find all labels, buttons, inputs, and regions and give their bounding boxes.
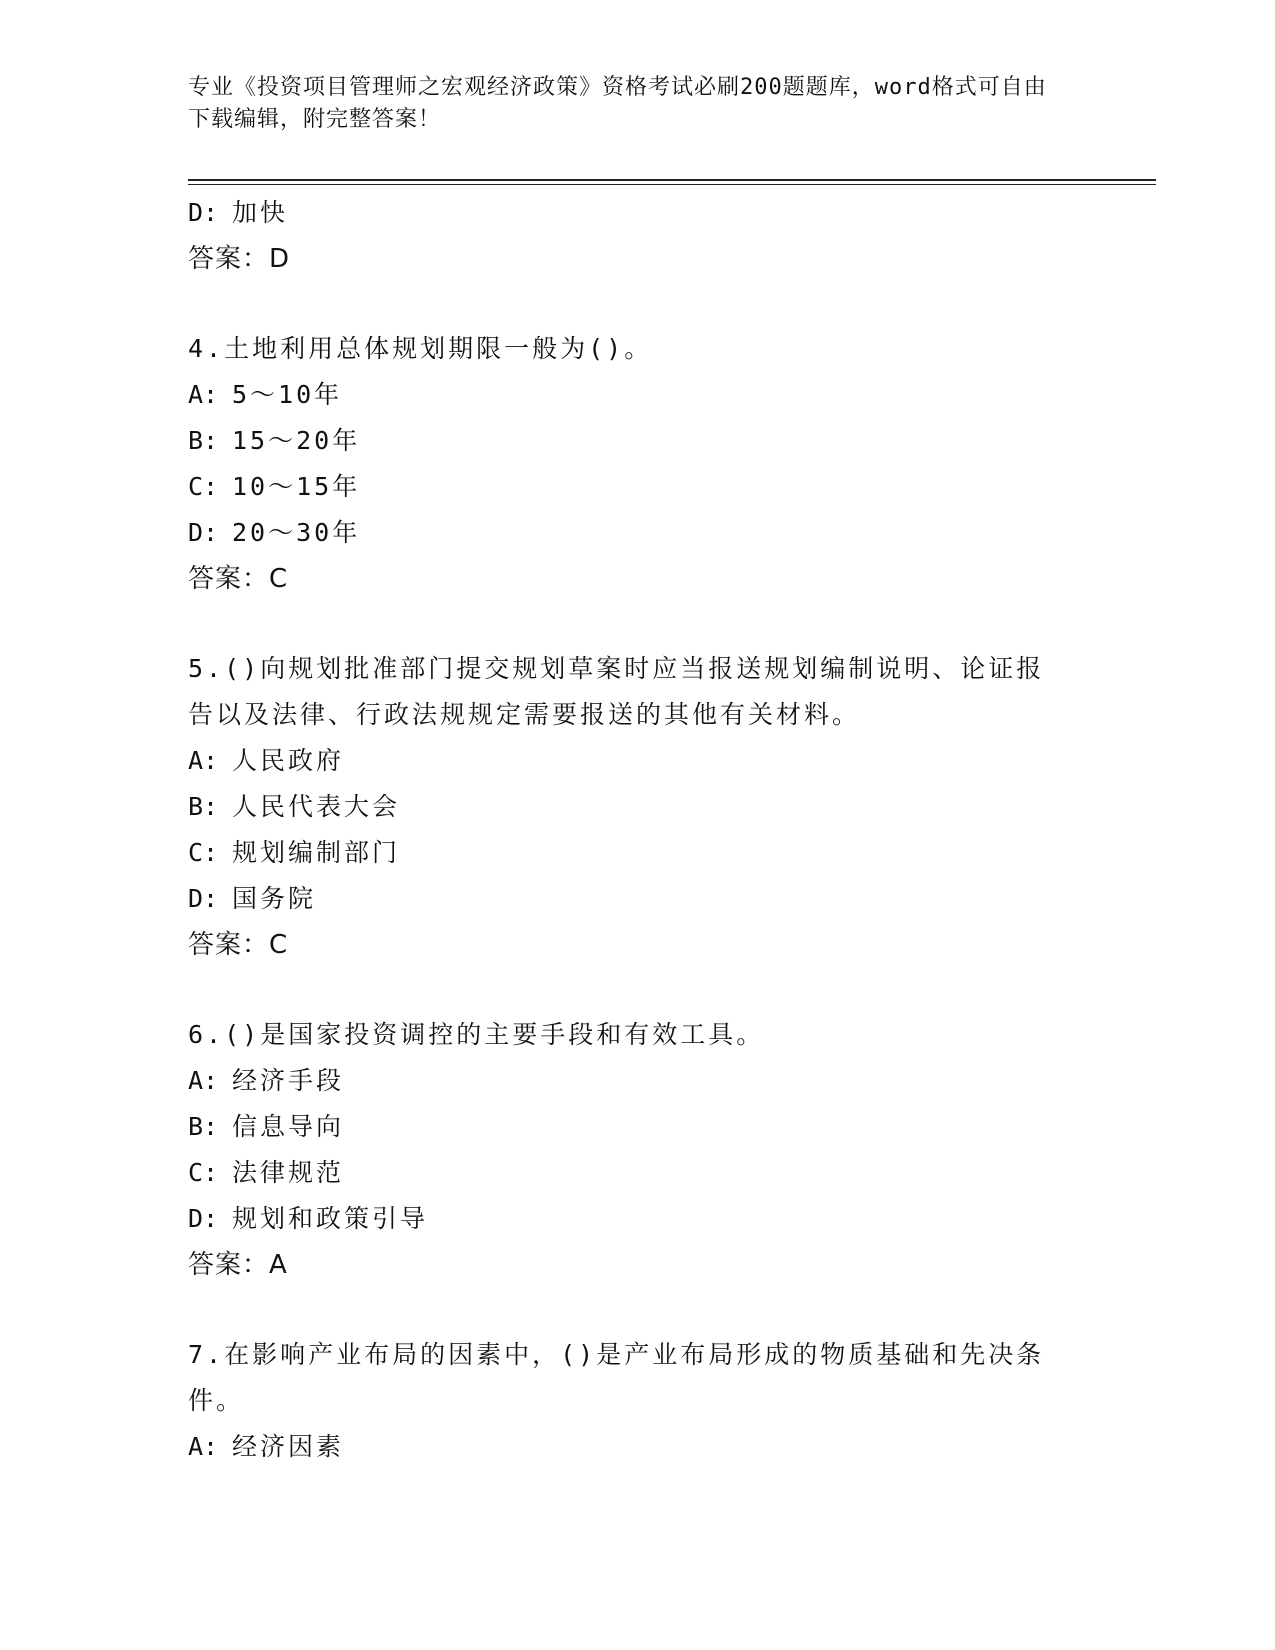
- option-text: 规划和政策引导: [232, 1204, 429, 1233]
- header-rule: [188, 179, 1156, 181]
- option-d: [188, 190, 1088, 236]
- option-text: 经济因素: [232, 1432, 345, 1461]
- option-d: [188, 876, 1088, 922]
- option-c: [188, 1150, 1088, 1196]
- spacer: [188, 282, 1088, 326]
- question-stem: 7.在影响产业布局的因素中，()是产业布局形成的物质基础和先决条件。: [188, 1340, 1045, 1415]
- option-letter: D:: [188, 198, 219, 227]
- option-text: 人民代表大会: [232, 792, 401, 821]
- option-letter: D:: [188, 1204, 219, 1233]
- option-b: [188, 418, 1088, 464]
- option-letter: B:: [188, 1112, 219, 1141]
- option-text: 信息导向: [232, 1112, 345, 1141]
- option-a: [188, 738, 1088, 784]
- question-stem: 4.土地利用总体规划期限一般为()。: [188, 334, 653, 363]
- option-letter: C:: [188, 1158, 219, 1187]
- option-letter: A:: [188, 746, 219, 775]
- option-a: [188, 1424, 1088, 1470]
- header-rule-thin: [188, 184, 1156, 185]
- option-letter: D:: [188, 884, 219, 913]
- option-a: [188, 1058, 1088, 1104]
- spacer: [188, 1288, 1088, 1332]
- answer: 答案：C: [188, 930, 289, 960]
- option-c: [188, 830, 1088, 876]
- option-letter: C:: [188, 472, 219, 501]
- option-text: 规划编制部门: [232, 838, 401, 867]
- option-letter: B:: [188, 792, 219, 821]
- option-text: 法律规范: [232, 1158, 345, 1187]
- spacer: [188, 602, 1088, 646]
- option-letter: D:: [188, 518, 219, 547]
- option-b: [188, 784, 1088, 830]
- option-text: 国务院: [232, 884, 317, 913]
- option-b: [188, 1104, 1088, 1150]
- option-text: 5～10年: [232, 380, 343, 409]
- option-d: [188, 510, 1088, 556]
- answer: 答案：A: [188, 1250, 288, 1280]
- option-d: [188, 1196, 1088, 1242]
- option-letter: A:: [188, 1066, 219, 1095]
- option-text: 10～15年: [232, 472, 361, 501]
- option-a: [188, 372, 1088, 418]
- option-text: 20～30年: [232, 518, 361, 547]
- option-letter: B:: [188, 426, 219, 455]
- option-letter: C:: [188, 838, 219, 867]
- header-text: 专业《投资项目管理师之宏观经济政策》资格考试必刷200题题库，word格式可自由下载编辑，附完整答案！: [188, 75, 1047, 132]
- option-text: 15～20年: [232, 426, 361, 455]
- option-letter: A:: [188, 1432, 219, 1461]
- question-stem: 5.()向规划批准部门提交规划草案时应当报送规划编制说明、论证报告以及法律、行政法规规定需要报送的其他有关材料。: [188, 654, 1045, 729]
- option-text: 经济手段: [232, 1066, 345, 1095]
- answer: 答案：D: [188, 244, 291, 274]
- option-letter: A:: [188, 380, 219, 409]
- answer: 答案：C: [188, 564, 289, 594]
- spacer: [188, 968, 1088, 1012]
- question-stem: 6.()是国家投资调控的主要手段和有效工具。: [188, 1020, 765, 1049]
- document-body: [188, 190, 1088, 1470]
- option-text: 加快: [232, 198, 289, 227]
- option-text: 人民政府: [232, 746, 345, 775]
- page-header: [188, 72, 1068, 136]
- option-c: [188, 464, 1088, 510]
